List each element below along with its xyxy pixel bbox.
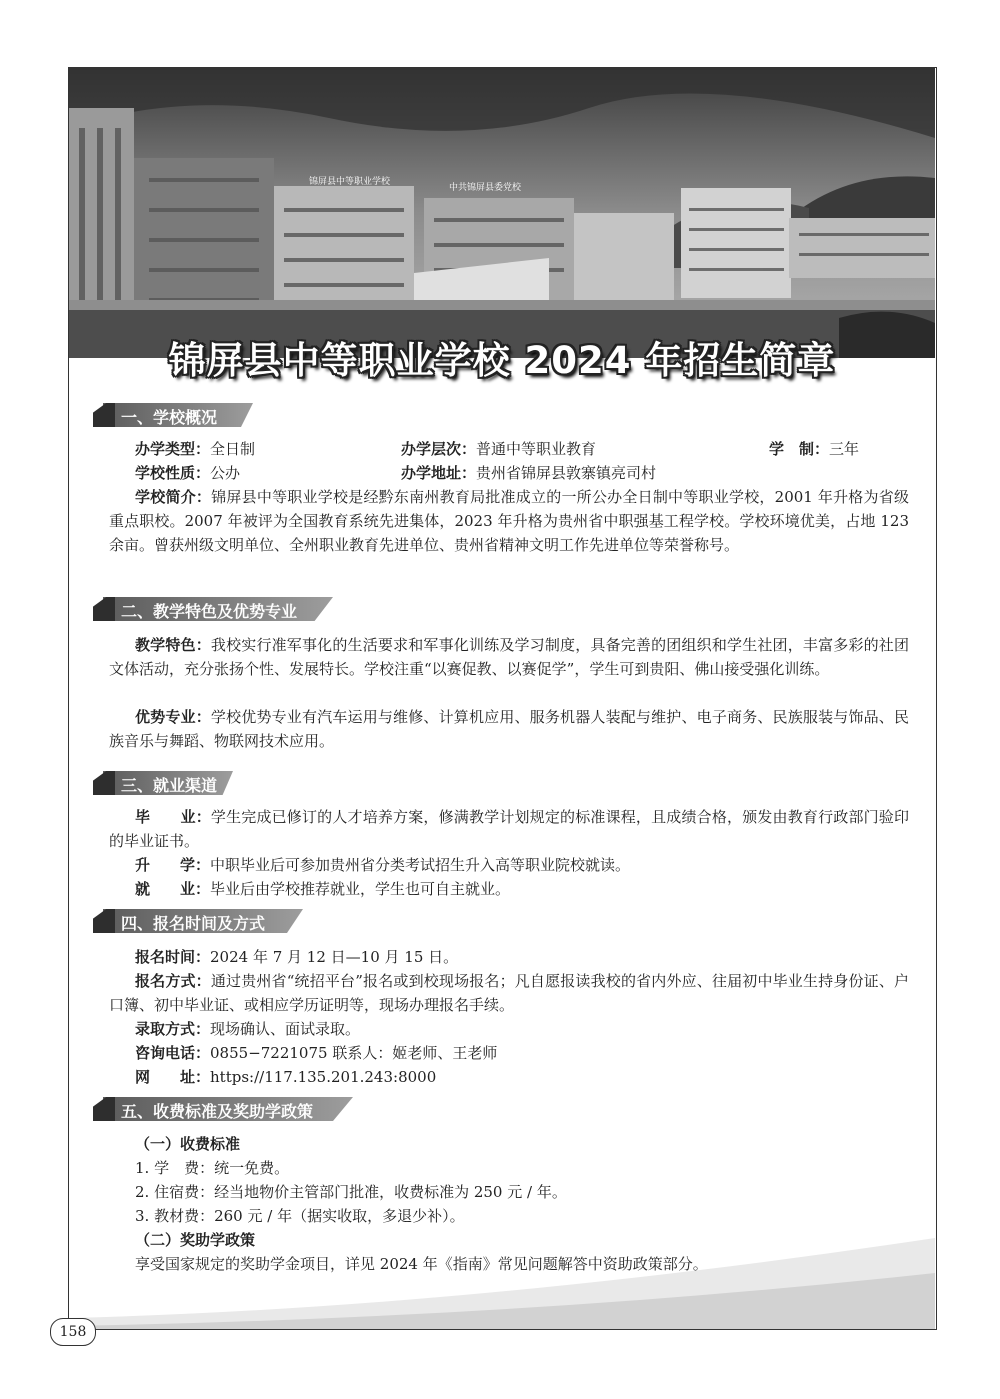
level-key: 办学层次： <box>401 440 477 458</box>
page-title: 锦屏县中等职业学校 2024 年招生简章 <box>168 339 836 382</box>
intro-paragraph <box>109 485 909 557</box>
intro-key: 学校简介： <box>135 488 212 506</box>
campus-photo <box>69 68 935 358</box>
reg-method-paragraph <box>109 969 909 1017</box>
reg-time-value: 2024 年 7 月 12 日—10 月 15 日。 <box>210 948 459 966</box>
majors-value: 学校优势专业有汽车运用与维修、计算机应用、服务机器人装配与维护、电子商务、民族服装与饰品、民族音乐与舞蹈、物联网技术应用。 <box>109 708 909 750</box>
duration-key: 学 制： <box>769 440 830 458</box>
aid-text: 享受国家规定的奖助学金项目，详见 2024 年《指南》常见问题解答中资助政策部分。 <box>135 1255 708 1273</box>
section-label: 四、报名时间及方式 <box>121 914 266 933</box>
phone-value: 0855−7221075 联系人：姬老师、王老师 <box>210 1044 498 1062</box>
page-frame <box>68 67 937 1330</box>
address-value: 贵州省锦屏县敦寨镇亮司村 <box>476 464 657 482</box>
level-value: 普通中等职业教育 <box>476 440 597 458</box>
page-number: 158 <box>50 1318 96 1346</box>
fee-dorm: 2. 住宿费：经当地物价主管部门批准，收费标准为 250 元 / 年。 <box>135 1183 567 1201</box>
duration-value: 三年 <box>829 440 860 458</box>
reg-method-key: 报名方式： <box>135 972 211 990</box>
type-value: 全日制 <box>210 440 256 458</box>
employment-value: 毕业后由学校推荐就业，学生也可自主就业。 <box>210 880 511 898</box>
fee-tuition: 1. 学 费：统一免费。 <box>135 1159 290 1177</box>
reg-method-value: 通过贵州省“统招平台”报名或到校现场报名；凡自愿报读我校的省内外应、往届初中毕业生持身份证、户口簿、初中毕业证、或相应学历证明等，现场办理报名手续。 <box>109 972 909 1014</box>
features-value: 我校实行准军事化的生活要求和军事化训练及学习制度，具备完善的团组织和学生社团，丰富多彩的社团文体活动，充分张扬个性、发展特长。学校注重“以赛促教、以赛促学”，学生可到贵阳、佛山接受强化训练。 <box>109 636 909 678</box>
features-key: 教学特色： <box>135 636 211 654</box>
further-study-value: 中职毕业后可参加贵州省分类考试招生升入高等职业院校就读。 <box>210 856 631 874</box>
fee-textbook: 3. 教材费：260 元 / 年（据实收取，多退少补）。 <box>135 1207 465 1225</box>
section-label: 三、就业渠道 <box>121 776 218 795</box>
aid-subtitle: （二）奖助学政策 <box>135 1231 256 1249</box>
decorative-swoosh <box>69 1218 935 1330</box>
employment-key: 就 业： <box>135 880 211 898</box>
phone-key: 咨询电话： <box>135 1044 211 1062</box>
admission-key: 录取方式： <box>135 1020 211 1038</box>
nature-value: 公办 <box>210 464 241 482</box>
section-label: 五、收费标准及奖助学政策 <box>121 1102 314 1121</box>
admission-value: 现场确认、面试录取。 <box>210 1020 361 1038</box>
majors-key: 优势专业： <box>135 708 211 726</box>
intro-value: 锦屏县中等职业学校是经黔东南州教育局批准成立的一所公办全日制中等职业学校，2001 年升格为省级重点职校。2007 年被评为全国教育系统先进集体，2023 年升格为贵州省中职强基工程学校。学校环境优美，占地 123 余亩。曾获州级文明单位、全州职业教育先进单位、贵州省精神文明工作先进单位等荣誉称号。 <box>109 488 909 554</box>
further-study-key: 升 学： <box>135 856 211 874</box>
reg-time-key: 报名时间： <box>135 948 211 966</box>
nature-key: 学校性质： <box>135 464 211 482</box>
section-label: 二、教学特色及优势专业 <box>121 602 298 621</box>
type-key: 办学类型： <box>135 440 211 458</box>
party-school-sign: 中共锦屏县委党校 <box>449 183 522 193</box>
address-key: 办学地址： <box>401 464 477 482</box>
fee-subtitle: （一）收费标准 <box>135 1135 241 1153</box>
graduation-paragraph <box>109 805 909 853</box>
majors-paragraph <box>109 705 909 753</box>
graduation-key: 毕 业： <box>135 808 211 826</box>
school-sign: 锦屏县中等职业学校 <box>309 177 391 187</box>
website-key: 网 址： <box>135 1068 211 1086</box>
graduation-value: 学生完成已修订的人才培养方案，修满教学计划规定的标准课程，且成绩合格，颁发由教育行政部门验印的毕业证书。 <box>109 808 909 850</box>
section-label: 一、学校概况 <box>121 408 218 427</box>
website-value: https://117.135.201.243:8000 <box>210 1068 437 1086</box>
features-paragraph <box>109 633 909 681</box>
